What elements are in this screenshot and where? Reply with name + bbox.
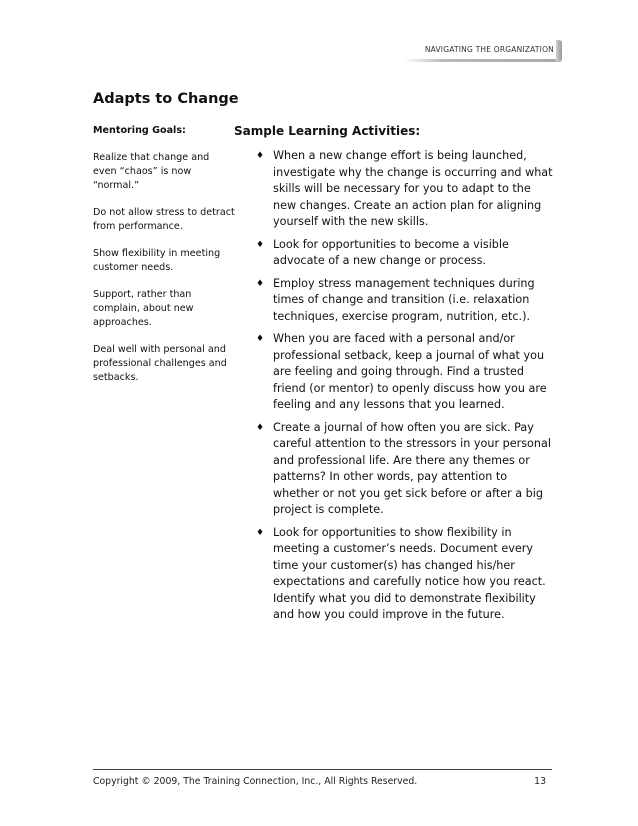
mentoring-goals-heading: Mentoring Goals:	[93, 125, 186, 136]
mentoring-goal: Support, rather than complain, about new approaches.	[93, 289, 194, 328]
activity-text: Create a journal of how often you are sick. Pay careful attention to the stressors in your personal and professional life. Are there any themes or patterns? In other words, pay attention to whether or not you get sick before or after a big project is complete.	[273, 420, 551, 516]
page-footer	[93, 769, 552, 787]
activities-list	[234, 148, 556, 624]
running-header	[404, 40, 560, 62]
diamond-bullet-icon: ♦	[256, 527, 265, 538]
page-number: 13	[534, 776, 546, 787]
activity-item	[234, 331, 556, 414]
header-rule	[404, 59, 560, 62]
mentoring-goal: Deal well with personal and professional challenges and setbacks.	[93, 344, 227, 383]
section-title: Adapts to Change	[93, 91, 239, 107]
activity-text: When a new change effort is being launched, investigate why the change is occurring and what skills will be necessary for you to adapt to the new changes. Create an action plan for aligning yourself with the new skills.	[273, 149, 553, 228]
diamond-bullet-icon: ♦	[256, 239, 265, 250]
mentoring-goal: Show flexibility in meeting customer needs.	[93, 248, 221, 273]
activity-item	[234, 276, 556, 326]
header-rule-cap	[556, 40, 562, 62]
mentoring-goal: Do not allow stress to detract from performance.	[93, 207, 235, 232]
learning-activities-heading: Sample Learning Activities:	[234, 124, 421, 138]
copyright-notice: Copyright © 2009, The Training Connection, Inc., All Rights Reserved.	[93, 776, 418, 787]
mentoring-goals-column	[93, 124, 235, 398]
activity-text: When you are faced with a personal and/or professional setback, keep a journal of what you are feeling and going through. Find a trusted friend (or mentor) to openly discuss how you are feeling and any lessons that you learned.	[273, 332, 547, 411]
diamond-bullet-icon: ♦	[256, 151, 265, 161]
activity-item	[234, 420, 556, 519]
activity-text: Employ stress management techniques during times of change and transition (i.e. relaxation techniques, exercise program, nutrition, etc.).	[273, 276, 535, 323]
activity-item	[234, 237, 556, 270]
diamond-bullet-icon: ♦	[256, 422, 265, 433]
diamond-bullet-icon: ♦	[256, 334, 265, 344]
mentoring-goal: Realize that change and even “chaos” is now “normal.”	[93, 152, 210, 191]
activity-text: Look for opportunities to become a visible advocate of a new change or process.	[273, 237, 509, 267]
diamond-bullet-icon: ♦	[256, 278, 265, 289]
activity-text: Look for opportunities to show flexibility in meeting a customer’s needs. Document every time your customer(s) has changed his/her expectations and carefully notice how you react. Identify what you did to demonstrate flexibility and how you could improve in the future.	[273, 525, 546, 621]
learning-activities-column	[234, 124, 556, 630]
activity-item	[234, 148, 556, 231]
activity-item	[234, 525, 556, 624]
running-header-label: NAVIGATING THE ORGANIZATION	[424, 45, 554, 54]
